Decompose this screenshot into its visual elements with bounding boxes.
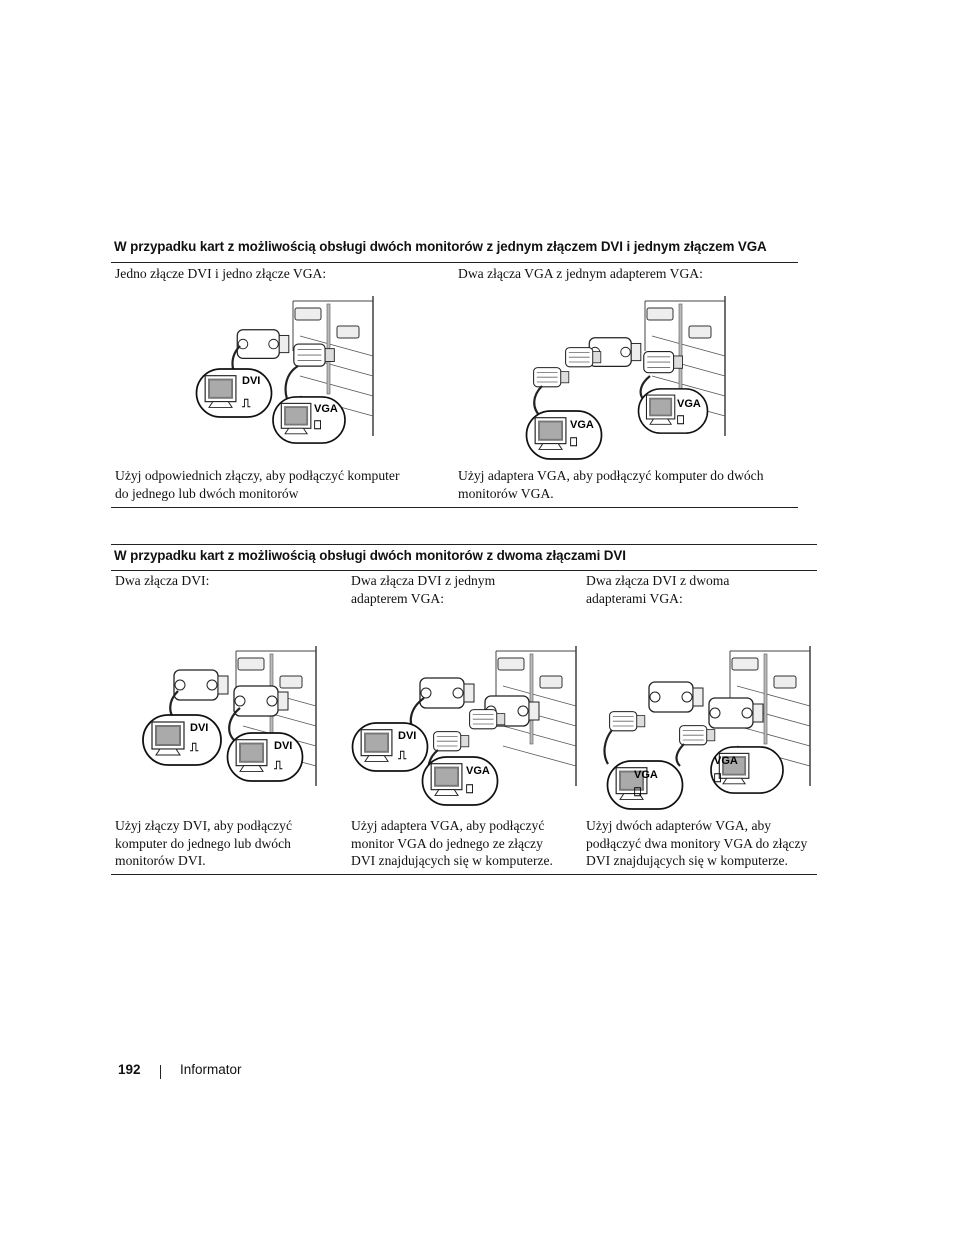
caption-line: Użyj odpowiednich złączy, aby podłączyć komputer: [115, 468, 400, 483]
heading-line: Dwa złącza DVI z dwoma: [586, 573, 730, 588]
section1-col2-heading: Dwa złącza VGA z jednym adapterem VGA:: [458, 266, 703, 281]
section2-col2-heading: [351, 572, 495, 607]
illustration-two-dvi-one-adapter: [348, 636, 580, 808]
page-number: 192: [118, 1062, 141, 1077]
caption-line: DVI znajdujących się w komputerze.: [586, 853, 788, 868]
heading-line: Dwa złącza DVI:: [115, 573, 210, 588]
section1-col2-caption: [458, 467, 764, 502]
caption-line: Użyj adaptera VGA, aby podłączyć komputer do dwóch: [458, 468, 764, 483]
section2-col1-heading: [115, 572, 209, 590]
section1-title: W przypadku kart z możliwością obsługi dwóch monitorów z jednym złączem DVI i jednym złączem VGA: [114, 239, 767, 254]
caption-line: do jednego lub dwóch monitorów: [115, 485, 299, 501]
caption-line: komputer do jednego lub dwóch: [115, 835, 291, 851]
illustration-two-dvi-two-adapters: [592, 636, 814, 812]
vga-label-right: VGA: [714, 755, 738, 767]
vga-port-icon-right: ⎕: [677, 413, 685, 427]
caption-line: monitor VGA do jednego ze złączy: [351, 835, 543, 851]
dvi-port-icon-left: ⎍: [190, 740, 199, 754]
caption-line: monitorów VGA.: [458, 485, 554, 501]
section1-col1-caption: [115, 467, 399, 502]
caption-line: monitorów DVI.: [115, 853, 206, 868]
section2-col2-caption: [351, 817, 553, 870]
section2-rule-bottom: [111, 874, 817, 875]
vga-port-icon: ⎕: [314, 418, 322, 432]
section2-title: W przypadku kart z możliwością obsługi dwóch monitorów z dwoma złączami DVI: [114, 548, 626, 563]
vga-port-icon: ⎕: [466, 782, 474, 796]
caption-line: Użyj złączy DVI, aby podłączyć: [115, 818, 293, 833]
caption-line: podłączyć dwa monitory VGA do złączy: [586, 835, 808, 851]
dvi-label-left: DVI: [190, 722, 209, 734]
illustration-two-dvi: [140, 636, 320, 802]
vga-label: VGA: [466, 765, 490, 777]
section2-rule-top: [111, 544, 817, 545]
caption-line: DVI znajdujących się w komputerze.: [351, 853, 553, 868]
vga-label-right: VGA: [677, 398, 701, 410]
heading-line: Dwa złącza DVI z jednym: [351, 573, 496, 588]
vga-label-left: VGA: [570, 419, 594, 431]
dvi-label: DVI: [242, 375, 261, 387]
vga-label-left: VGA: [634, 769, 658, 781]
section1-col1-heading: Jedno złącze DVI i jedno złącze VGA:: [115, 266, 327, 281]
section1-rule-top: [111, 262, 798, 263]
dvi-port-icon-right: ⎍: [274, 758, 283, 772]
dvi-port-icon: ⎍: [398, 748, 407, 762]
section1-rule-bottom: [111, 507, 798, 508]
vga-port-icon-left: ⎕: [634, 785, 642, 799]
dvi-label: DVI: [398, 730, 417, 742]
vga-label: VGA: [314, 403, 338, 415]
section2-col3-heading: [586, 572, 729, 607]
footer-section-name: Informator: [180, 1062, 242, 1077]
caption-line: Użyj dwóch adapterów VGA, aby: [586, 818, 772, 833]
section2-rule-mid: [111, 570, 817, 571]
footer-divider: [160, 1065, 161, 1079]
vga-port-icon-right: ⎕: [714, 771, 722, 785]
section2-col1-caption: [115, 817, 292, 870]
heading-line: adapterem VGA:: [351, 590, 444, 606]
section2-col3-caption: [586, 817, 807, 870]
dvi-label-right: DVI: [274, 740, 293, 752]
dvi-port-icon: ⎍: [242, 396, 251, 410]
illustration-two-vga-one-adapter: [522, 296, 732, 462]
vga-port-icon-left: ⎕: [570, 435, 578, 449]
caption-line: Użyj adaptera VGA, aby podłączyć: [351, 818, 545, 833]
illustration-dvi-vga: [190, 296, 380, 446]
heading-line: adapterami VGA:: [586, 590, 683, 606]
